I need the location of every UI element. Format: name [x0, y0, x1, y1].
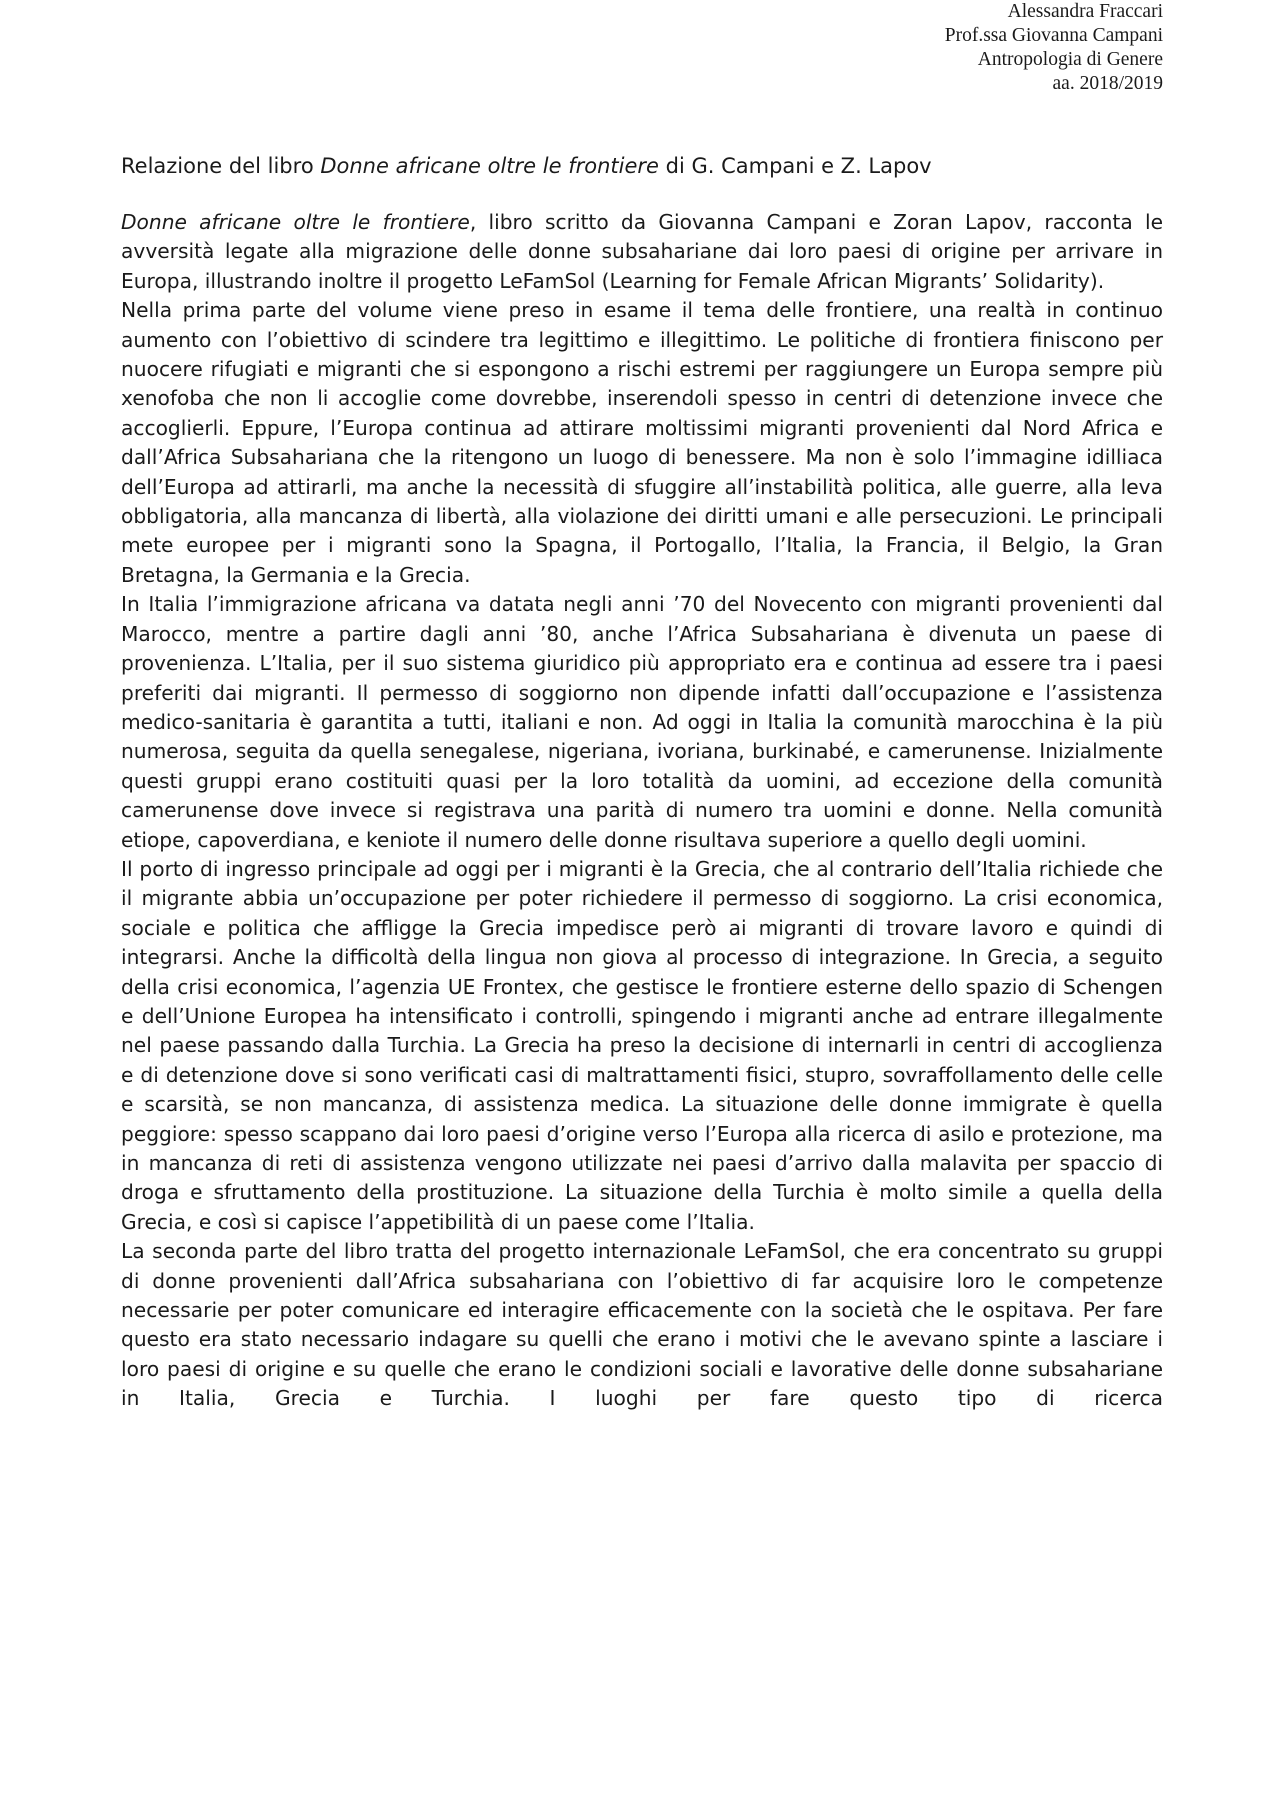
paragraph-greece: Il porto di ingresso principale ad oggi per i migranti è la Grecia, che al contrario dell’Italia richiede che il migrante abbia un’occupazione per poter richiedere il permesso di soggiorno. La crisi economica, sociale e politica che affligge la Grecia impedisce però ai migranti di trovare lavoro e quindi di integrarsi. Anche la difficoltà della lingua non giova al processo di integrazione. In Grecia, a seguito della crisi economica, l’agenzia UE Frontex, che gestisce le frontiere esterne dello spazio di Schengen e dell’Unione Europea ha intensificato i controlli, spingendo i migranti anche ad entrare illegalmente nel paese passando dalla Turchia. La Grecia ha preso la decisione di internarli in centri di accoglienza e di detenzione dove si sono verificati casi di maltrattamenti fisici, stupro, sovraffollamento delle celle e scarsità, se non mancanza, di assistenza medica. La situazione delle donne immigrate è quella peggiore: spesso scappano dai loro paesi d’origine verso l’Europa alla ricerca di asilo e protezione, ma in mancanza di reti di assistenza vengono utilizzate nei paesi d’arrivo dalla malavita per spaccio di droga e sfruttamento della prostituzione. La situazione della Turchia è molto simile a quella della Grecia, e così si capisce l’appetibilità di un paese come l’Italia. [121, 856, 1163, 1234]
title-book: Donne africane oltre le frontiere [320, 154, 659, 178]
intro-book-title: Donne africane oltre le frontiere [121, 210, 470, 234]
paragraph-intro [121, 208, 1163, 296]
academic-year: aa. 2018/2019 [1052, 73, 1163, 94]
course-name: Antropologia di Genere [977, 49, 1163, 70]
title-prefix: Relazione del libro [121, 154, 321, 178]
author-header [945, 0, 1163, 96]
author-name: Alessandra Fraccari [1007, 1, 1163, 22]
paragraph-frontiers: Nella prima parte del volume viene preso in esame il tema delle frontiere, una realtà in continuo aumento con l’obiettivo di scindere tra legittimo e illegittimo. Le politiche di frontiera finiscono per nuocere rifugiati e migranti che si espongono a rischi estremi per raggiungere un Europa sempre più xenofoba che non li accoglie come dovrebbe, inserendoli spesso in centri di detenzione invece che accoglierli. Eppure, l’Europa continua ad attirare moltissimi migranti provenienti dal Nord Africa e dall’Africa Subsahariana che la ritengono un luogo di benessere. Ma non è solo l’immagine idilliaca dell’Europa ad attirarli, ma anche la necessità di sfuggire all’instabilità politica, alle guerre, alla leva obbligatoria, alla mancanza di libertà, alla violazione dei diritti umani e alle persecuzioni. Le principali mete europee per i migranti sono la Spagna, il Portogallo, l’Italia, la Francia, il Belgio, la Gran Bretagna, la Germania e la Grecia. [121, 298, 1163, 587]
report-body [121, 208, 1163, 1414]
paragraph-lefamsol: La seconda parte del libro tratta del progetto internazionale LeFamSol, che era concentrato su gruppi di donne provenienti dall’Africa subsahariana con l’obiettivo di far acquisire loro le competenze necessarie per poter comunicare ed interagire efficacemente con la società che le ospitava. Per fare questo era stato necessario indagare su quelli che erano i motivi che le avevano spinte a lasciare i loro paesi di origine e su quelle che erano le condizioni sociali e lavorative delle donne subsahariane in Italia, Grecia e Turchia. I luoghi per fare questo tipo di ricerca [121, 1239, 1163, 1411]
paragraph-italy: In Italia l’immigrazione africana va datata negli anni ’70 del Novecento con migranti provenienti dal Marocco, mentre a partire dagli anni ’80, anche l’Africa Subsahariana è divenuta un paese di provenienza. L’Italia, per il suo sistema giuridico più appropriato era e continua ad essere tra i paesi preferiti dai migranti. Il permesso di soggiorno non dipende infatti dall’occupazione e l’assistenza medico-sanitaria è garantita a tutti, italiani e non. Ad oggi in Italia la comunità marocchina è la più numerosa, seguita da quella senegalese, nigeriana, ivoriana, burkinabé, e camerunense. Inizialmente questi gruppi erano costituiti quasi per la loro totalità da uomini, ad eccezione della comunità camerunense dove invece si registrava una parità di numero tra uomini e donne. Nella comunità etiope, capoverdiana, e keniote il numero delle donne risultava superiore a quello degli uomini. [121, 592, 1163, 852]
professor-name: Prof.ssa Giovanna Campani [944, 25, 1163, 46]
report-title [121, 152, 1161, 181]
intro-text: , libro scritto da Giovanna Campani e Zoran Lapov, racconta le avversità legate alla migrazione delle donne subsahariane dai loro paesi di origine per arrivare in Europa, illustrando inoltre il progetto LeFamSol (Learning for Female African Migrants’ Solidarity). [121, 210, 1163, 293]
title-suffix: di G. Campani e Z. Lapov [658, 154, 932, 178]
